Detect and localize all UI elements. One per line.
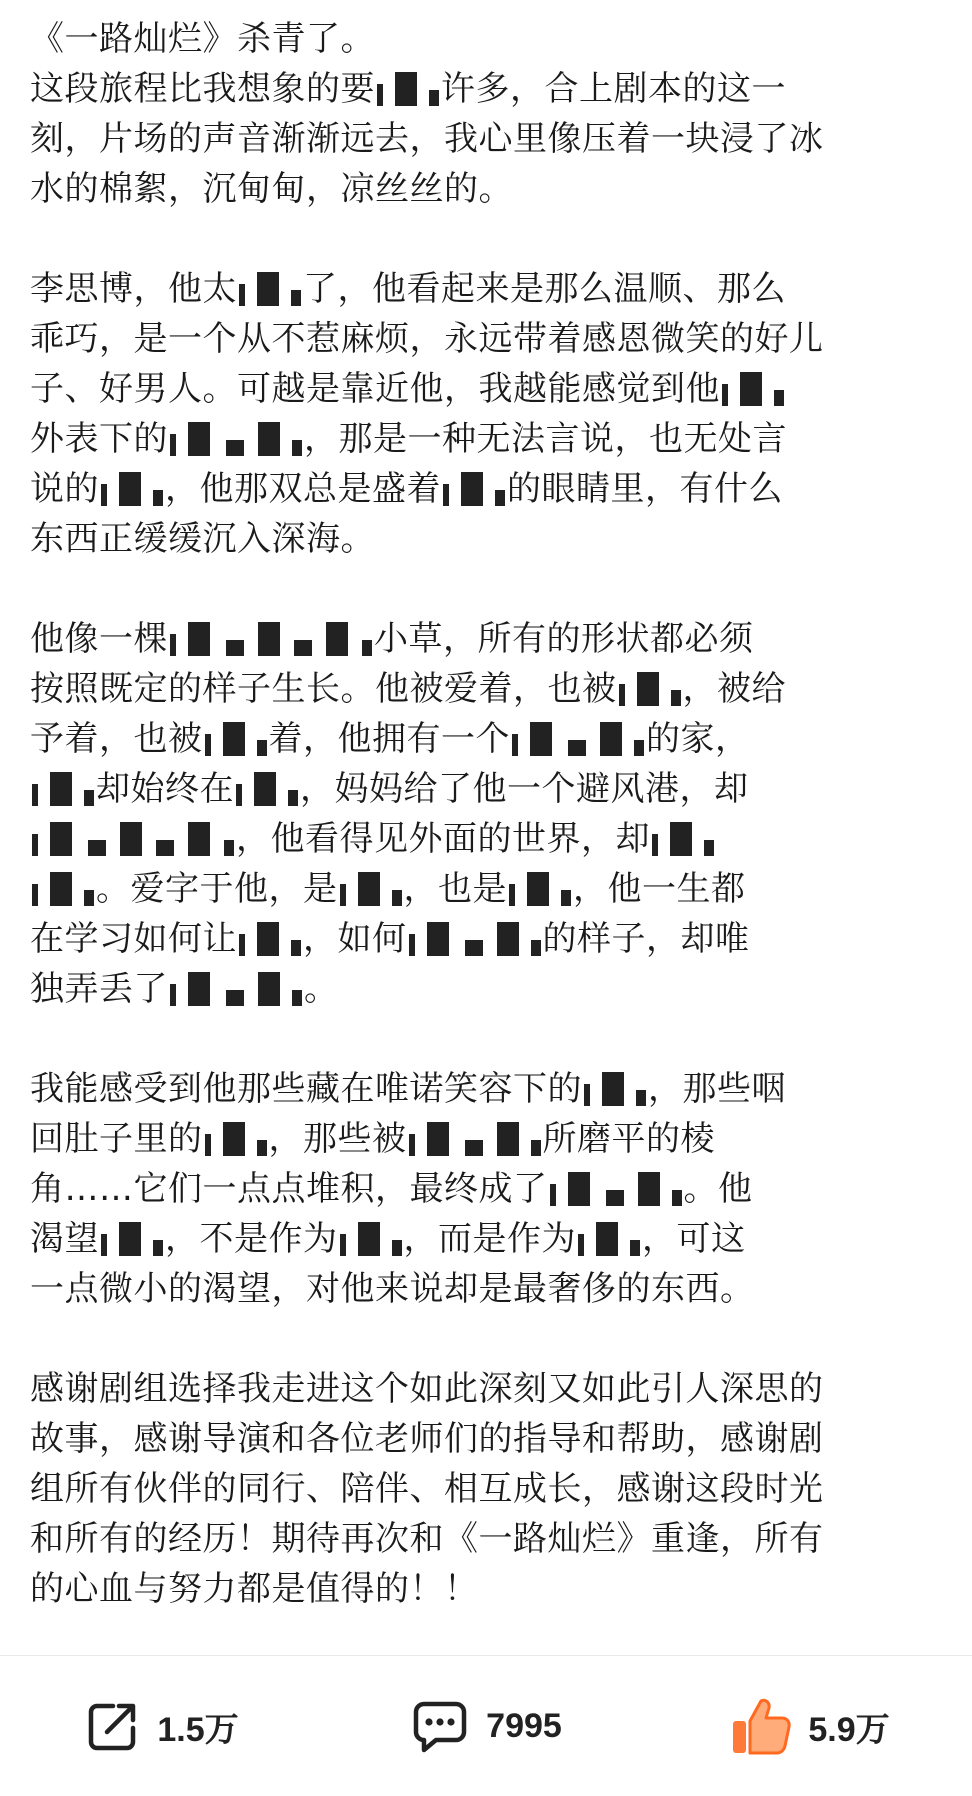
text-line [30, 764, 950, 814]
text-line [30, 314, 950, 364]
text-line [30, 1414, 950, 1464]
text-run: ，那些被 [268, 1119, 407, 1159]
text-run: ，可这 [642, 1219, 746, 1259]
text-run: 感谢剧组选择我走进这个如此深刻又如此引人深思的 [30, 1369, 824, 1409]
redaction-block [409, 922, 541, 956]
redaction-block [101, 472, 163, 506]
redaction-block [205, 722, 267, 756]
share-count: 1.5万 [157, 1710, 239, 1749]
redaction-block [32, 772, 94, 806]
text-run: 回肚子里的 [30, 1119, 203, 1159]
redaction-block [377, 72, 439, 106]
post-body [30, 14, 950, 1614]
comment-count: 7995 [486, 1706, 562, 1745]
text-line [30, 464, 950, 514]
text-run: 我能感受到他那些藏在唯诺笑容下的 [30, 1069, 582, 1109]
text-run: 所磨平的棱 [542, 1119, 715, 1159]
text-run: 独弄丢了 [30, 969, 168, 1009]
text-run: 小草，所有的形状都必须 [374, 619, 754, 659]
text-run: ，而是作为 [403, 1219, 576, 1259]
comment-icon [410, 1698, 470, 1754]
redaction-block [340, 1222, 402, 1256]
text-line [30, 1514, 950, 1564]
text-run: ，如何 [303, 919, 407, 959]
post-paragraph [30, 264, 950, 564]
post-paragraph [30, 14, 950, 214]
text-run: 组所有伙伴的同行、陪伴、相互成长，感谢这段时光 [30, 1469, 824, 1509]
text-line [30, 164, 950, 214]
text-line [30, 364, 950, 414]
text-run: 角……它们一点点堆积，最终成了 [30, 1169, 548, 1209]
text-run: ，他那双总是盛着 [165, 469, 441, 509]
text-run: 。他 [683, 1169, 753, 1209]
redaction-block [32, 872, 94, 906]
text-run: 了，他看起来是那么温顺、那么 [303, 269, 786, 309]
text-line [30, 864, 950, 914]
text-line [30, 1164, 950, 1214]
text-run: 刻，片场的声音渐渐远去，我心里像压着一块浸了冰 [30, 119, 824, 159]
text-run: 的样子，却唯 [542, 919, 750, 959]
redaction-block [409, 1122, 541, 1156]
thumbs-up-icon [730, 1695, 792, 1757]
redaction-block [509, 872, 571, 906]
redaction-block [236, 772, 298, 806]
post-paragraph [30, 1064, 950, 1314]
text-line [30, 114, 950, 164]
text-line [30, 1214, 950, 1264]
like-count: 5.9万 [808, 1710, 890, 1749]
redaction-block [170, 622, 372, 656]
text-run: 《一路灿烂》杀青了。 [30, 19, 375, 59]
text-run: 予着，也被 [30, 719, 203, 759]
action-bar [0, 1656, 972, 1796]
text-line [30, 814, 950, 864]
post-paragraph [30, 614, 950, 1014]
text-run: 的心血与努力都是值得的！！ [30, 1569, 479, 1609]
redaction-block [170, 972, 302, 1006]
text-run: 这段旅程比我想象的要 [30, 69, 375, 109]
redaction-block [340, 872, 402, 906]
redaction-block [101, 1222, 163, 1256]
text-line [30, 514, 950, 564]
comment-button[interactable] [324, 1656, 648, 1796]
text-line [30, 414, 950, 464]
text-run: 按照既定的样子生长。他被爱着，也被 [30, 669, 617, 709]
text-line [30, 1114, 950, 1164]
text-line [30, 1364, 950, 1414]
text-line [30, 1264, 950, 1314]
text-line [30, 14, 950, 64]
text-run: ，不是作为 [165, 1219, 338, 1259]
text-run: 。 [304, 969, 339, 1009]
share-icon [85, 1698, 141, 1754]
text-run: 说的 [30, 469, 99, 509]
like-button[interactable] [648, 1656, 972, 1796]
text-run: ，那些咽 [648, 1069, 786, 1109]
redaction-block [205, 1122, 267, 1156]
text-run: 着，他拥有一个 [268, 719, 510, 759]
text-run: ，他一生都 [573, 869, 746, 909]
share-button[interactable] [0, 1656, 324, 1796]
text-run: 子、好男人。可越是靠近他，我越能感觉到他 [30, 369, 720, 409]
text-run: 却始终在 [96, 769, 234, 809]
text-run: 他像一棵 [30, 619, 168, 659]
text-run: ，妈妈给了他一个避风港，却 [300, 769, 749, 809]
text-line [30, 964, 950, 1014]
redaction-block [722, 372, 784, 406]
redaction-block [443, 472, 505, 506]
text-run: ，那是一种无法言说，也无处言 [304, 419, 787, 459]
text-run: ，他看得见外面的世界，却 [236, 819, 650, 859]
text-line [30, 714, 950, 764]
text-run: 水的棉絮，沉甸甸，凉丝丝的。 [30, 169, 513, 209]
text-line [30, 614, 950, 664]
redaction-block [578, 1222, 640, 1256]
text-run: 乖巧，是一个从不惹麻烦，永远带着感恩微笑的好儿 [30, 319, 824, 359]
text-run: 东西正缓缓沉入深海。 [30, 519, 375, 559]
text-run: 的家， [646, 719, 750, 759]
text-run: 李思博，他太 [30, 269, 237, 309]
text-run: 外表下的 [30, 419, 168, 459]
redaction-block [32, 822, 234, 856]
redaction-block [512, 722, 644, 756]
redaction-block [239, 922, 301, 956]
text-run: 故事，感谢导演和各位老师们的指导和帮助，感谢剧 [30, 1419, 824, 1459]
text-line [30, 1464, 950, 1514]
redaction-block [584, 1072, 646, 1106]
redaction-block [652, 822, 714, 856]
text-line [30, 264, 950, 314]
text-line [30, 1564, 950, 1614]
text-run: 的眼睛里，有什么 [507, 469, 783, 509]
text-line [30, 64, 950, 114]
redaction-block [550, 1172, 682, 1206]
text-run: 许多，合上剧本的这一 [441, 69, 786, 109]
redaction-block [170, 422, 302, 456]
text-run: 在学习如何让 [30, 919, 237, 959]
text-line [30, 664, 950, 714]
text-run: 渴望 [30, 1219, 99, 1259]
text-run: 。爱字于他，是 [96, 869, 338, 909]
redaction-block [239, 272, 301, 306]
redaction-block [619, 672, 681, 706]
text-run: ，被给 [682, 669, 786, 709]
text-line [30, 914, 950, 964]
text-run: ，也是 [403, 869, 507, 909]
text-run: 和所有的经历！期待再次和《一路灿烂》重逢，所有 [30, 1519, 824, 1559]
text-run: 一点微小的渴望，对他来说却是最奢侈的东西。 [30, 1269, 755, 1309]
post-paragraph [30, 1364, 950, 1614]
text-line [30, 1064, 950, 1114]
